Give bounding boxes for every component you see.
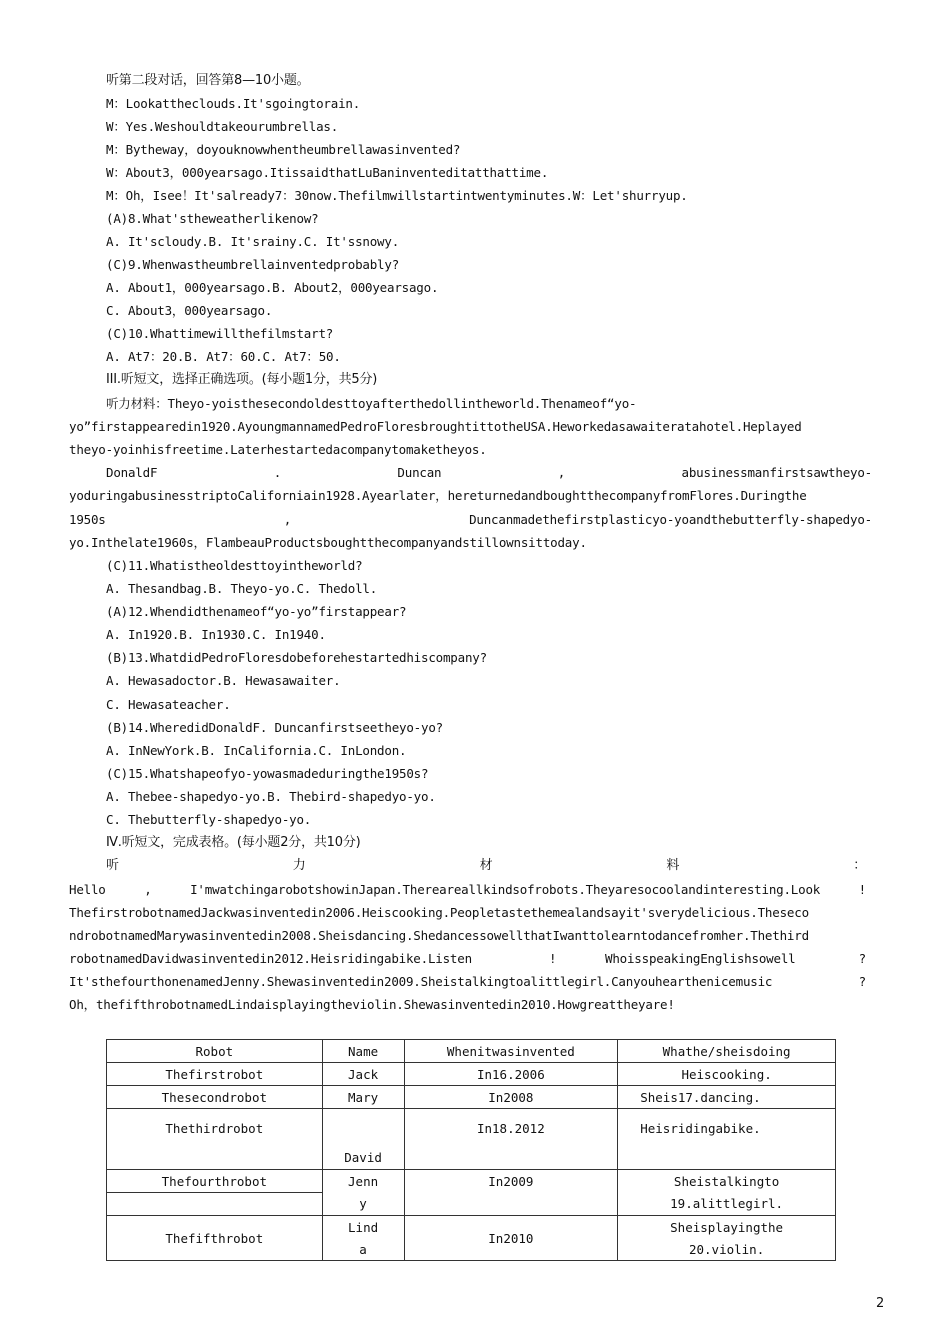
header-doing: Whathe/sheisdoing — [618, 1040, 836, 1063]
table-header-row — [107, 1040, 836, 1063]
material-line: yo”firstappearedin1920.AyoungmannamedPedroFloresbroughtittotheUSA.Heworkedasawaiteratahotel.Heplayed — [69, 419, 802, 434]
dialogue-line: M：Bytheway，doyouknowwhentheumbrellawasinvented? — [106, 142, 461, 157]
question-14-options: A. InNewYork.B. InCalifornia.C. InLondon. — [106, 743, 407, 758]
question-11-options: A. Thesandbag.B. Theyo-yo.C. Thedoll. — [106, 581, 378, 596]
question-15-options: A. Thebee-shapedyo-yo.B. Thebird-shapedyo-yo. — [106, 789, 436, 804]
table-row: Thefourthrobot Jenn In2009 Sheistalkingto — [107, 1170, 836, 1193]
material-line: ThefirstrobotnamedJackwasinventedin2006.Heiscooking.Peopletastethemealandsayit'sverydelicious.Theseco — [69, 905, 809, 920]
question-13-options: C. Hewasateacher. — [106, 697, 231, 712]
robot-table — [106, 1039, 836, 1261]
question-13-options: A. Hewasadoctor.B. Hewasawaiter. — [106, 673, 341, 688]
dialogue-line: W：Yes.Weshouldtakeourumbrellas. — [106, 119, 339, 134]
header-name: Name — [322, 1040, 404, 1063]
material-line-justified: Hello , I'mwatchingarobotshowinJapan.Thereareallkindsofrobots.Theyaresocoolandinteresting.Look ! — [69, 882, 866, 897]
section3-heading: III.听短文，选择正确选项。(每小题1分，共5分) — [106, 372, 378, 387]
table-row: Thefirstrobot Jack In16.2006 Heiscooking. — [107, 1063, 836, 1086]
question-9: (C)9.Whenwastheumbrellainventedprobably? — [106, 257, 400, 272]
table-row: a 20.violin. — [107, 1238, 836, 1261]
dialogue-line: W：About3，000yearsago.ItissaidthatLuBaninventeditatthattime. — [106, 165, 549, 180]
material-line: yoduringabusinesstriptoCaliforniain1928.Ayearlater，hereturnedandboughtthecompanyfromFlores.Duringthe — [69, 488, 807, 503]
header-robot: Robot — [107, 1040, 323, 1063]
question-13: (B)13.WhatdidPedroFloresdobeforehestartedhiscompany? — [106, 650, 487, 665]
header-when: Whenitwasinvented — [404, 1040, 618, 1063]
table-row: Thesecondrobot Mary In2008 Sheis17.dancing. — [107, 1086, 836, 1109]
section4-heading: Ⅳ.听短文，完成表格。(每小题2分，共10分) — [106, 835, 361, 850]
question-14: (B)14.WheredidDonaldF. Duncanfirstseetheyo-yo? — [106, 720, 443, 735]
question-12-options: A. In1920.B. In1930.C. In1940. — [106, 627, 326, 642]
question-9-options: A. About1，000yearsago.B. About2，000yearsago. — [106, 280, 439, 295]
question-8-options: A. It'scloudy.B. It'srainy.C. It'ssnowy. — [106, 234, 400, 249]
section2-heading: 听第二段对话，回答第8—10小题。 — [106, 73, 310, 88]
material-line: yo.Inthelate1960s，FlambeauProductsboughtthecompanyandstillownsittoday. — [69, 535, 587, 550]
question-10: (C)10.Whattimewillthefilmstart? — [106, 326, 334, 341]
question-15: (C)15.Whatshapeofyo-yowasmadeduringthe1950s? — [106, 766, 429, 781]
question-10-options: A. At7：20.B. At7：60.C. At7：50. — [106, 349, 341, 364]
dialogue-line: M：Oh，Isee！It'salready7：30now.Thefilmwillstartintwentyminutes.W：Let'shurryup. — [106, 188, 688, 203]
table-row: Thethirdrobot David In18.2012 Heisridingabike. — [107, 1109, 836, 1170]
table-row: y 19.alittlegirl. — [107, 1193, 836, 1216]
material-line: 听力材料：Theyo-yoisthesecondoldesttoyafterthedollintheworld.Thenameof“yo- — [106, 396, 637, 411]
material-line: robotnamedDavidwasinventedin2012.Heisridingabike.Listen ! WhoisspeakingEnglishsowell ? — [69, 951, 866, 966]
question-9-options: C. About3，000yearsago. — [106, 303, 273, 318]
material-label: 听 力 材 料 ： — [106, 858, 866, 873]
question-12: (A)12.Whendidthenameof“yo-yo”firstappear? — [106, 604, 407, 619]
material-line-justified: It'sthefourthonenamedJenny.Shewasinventedin2009.Sheistalkingtoalittlegirl.Canyouhearthenicemusic ? — [69, 974, 866, 989]
question-8: (A)8.What'stheweatherlikenow? — [106, 211, 319, 226]
page-number: 2 — [876, 1296, 885, 1311]
question-15-options: C. Thebutterfly-shapedyo-yo. — [106, 812, 312, 827]
question-11: (C)11.Whatistheoldesttoyintheworld? — [106, 558, 363, 573]
material-line: ndrobotnamedMarywasinventedin2008.Sheisdancing.ShedancessowellthatIwanttolearntodancefromher.Thethird — [69, 928, 809, 943]
material-line-justified: 1950s , Duncanmadethefirstplasticyo-yoandthebutterfly-shapedyo- — [69, 512, 872, 527]
table-row: Thefifthrobot Lind In2010 Sheisplayingthe — [107, 1216, 836, 1239]
dialogue-line: M：Lookattheclouds.It'sgoingtorain. — [106, 96, 361, 111]
material-line: Oh，thefifthrobotnamedLindaisplayingtheviolin.Shewasinventedin2010.Howgreattheyare! — [69, 997, 675, 1012]
material-line: theyo-yoinhisfreetime.Laterhestartedacompanytomaketheyos. — [69, 442, 487, 457]
material-line-justified: DonaldF . Duncan , abusinessmanfirstsawtheyo- — [106, 465, 872, 480]
